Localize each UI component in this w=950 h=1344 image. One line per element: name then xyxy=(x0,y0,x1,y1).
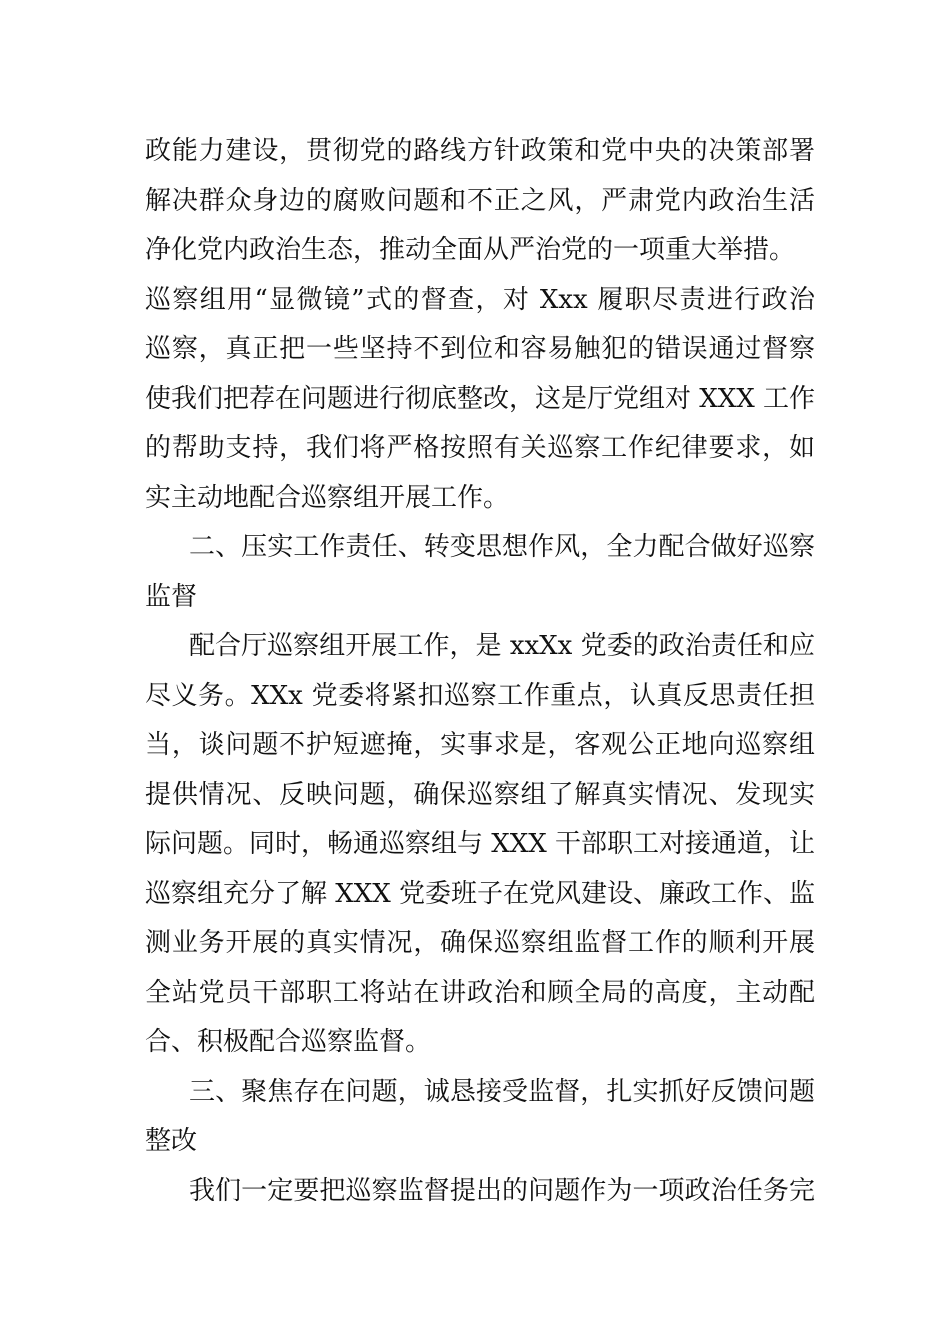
text-line: 净化党内政治生态，推动全面从严治党的一项重大举措。 xyxy=(145,235,796,265)
text-line: 我们一定要把巡察监督提出的问题作为一项政治任务完 xyxy=(189,1175,815,1206)
text-line: 整改 xyxy=(145,1126,198,1156)
text-line: 巡察组充分了解 XXX 党委班子在党风建设、廉政工作、监 xyxy=(145,878,815,909)
text-line: 配合厅巡察组开展工作，是 xxXx 党委的政治责任和应 xyxy=(189,631,815,661)
text-line: 的帮助支持，我们将严格按照有关巡察工作纪律要求，如 xyxy=(145,433,815,463)
text-line: 当，谈问题不护短遮掩，实事求是，客观公正地向巡察组 xyxy=(145,730,815,760)
text-line: 提供情况、反映问题，确保巡察组了解真实情况、发现实 xyxy=(145,779,815,810)
text-line: 巡察组用“显微镜”式的督查，对 Xxx 履职尽责进行政治 xyxy=(145,284,815,315)
text-line: 实主动地配合巡察组开展工作。 xyxy=(145,482,510,513)
text-line: 使我们把荐在问题进行彻底整改，这是厅党组对 XXX 工作 xyxy=(145,383,815,414)
text-line: 全站党员干部职工将站在讲政治和顾全局的高度，主动配 xyxy=(145,977,815,1008)
text-line: 解决群众身边的腐败问题和不正之风，严肃党内政治生活 xyxy=(145,185,815,216)
text-line: 巡察，真正把一些坚持不到位和容易触犯的错误通过督察 xyxy=(145,334,815,364)
text-line: 政能力建设，贯彻党的路线方针政策和党中央的决策部署 xyxy=(145,136,815,166)
text-line: 三、聚焦存在问题，诚恳接受监督，扎实抓好反馈问题 xyxy=(189,1076,815,1107)
document-body-text xyxy=(145,127,815,1216)
text-line: 测业务开展的真实情况，确保巡察组监督工作的顺利开展 xyxy=(145,928,815,958)
text-line: 际问题。同时，畅通巡察组与 XXX 干部职工对接通道，让 xyxy=(145,829,815,859)
text-line: 合、积极配合巡察监督。 xyxy=(145,1027,432,1057)
text-line: 尽义务。XXx 党委将紧扣巡察工作重点，认真反思责任担 xyxy=(145,680,815,711)
text-line: 二、压实工作责任、转变思想作风，全力配合做好巡察 xyxy=(189,532,815,562)
text-line: 监督 xyxy=(145,581,198,612)
